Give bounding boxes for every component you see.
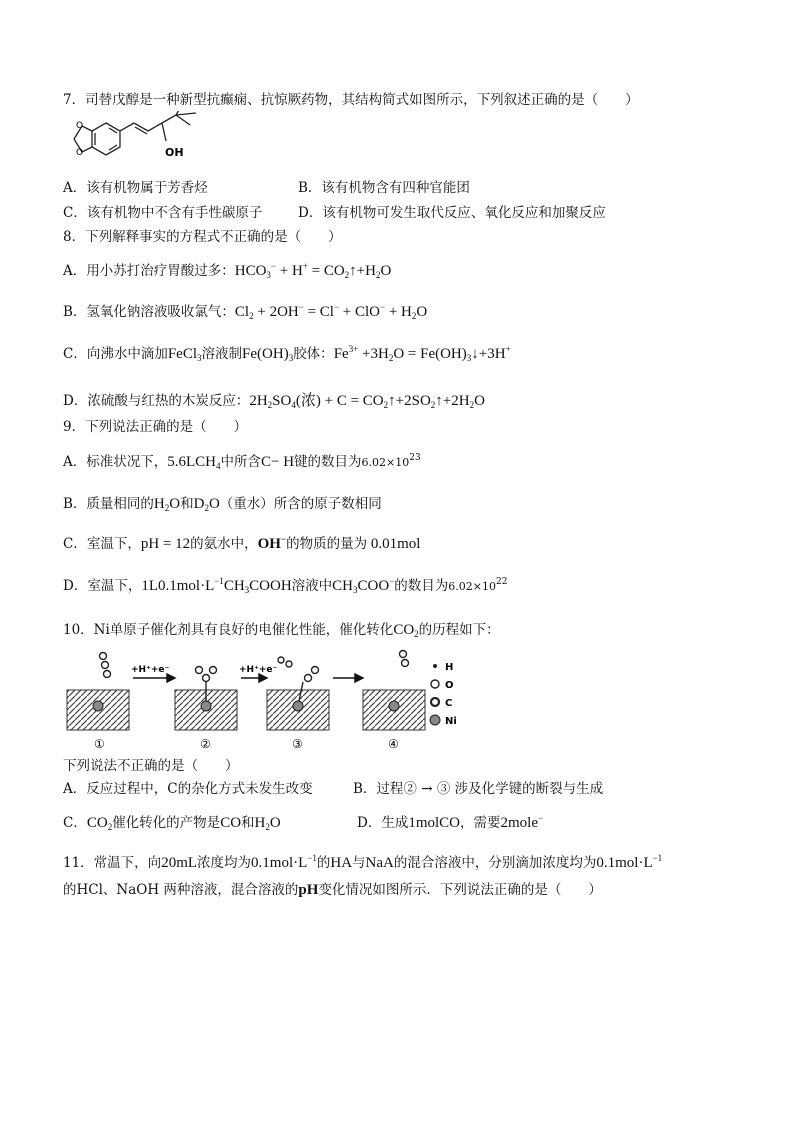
svg-text:O: O [76,121,84,131]
q10-option-a: A．反应过程中，C的杂化方式未发生改变 [63,781,313,797]
q8-option-b: B．氢氧化钠溶液吸收氯气：$Cl_2 + 2OH^- = Cl^- + ClO^- + H_2O$ [63,302,428,321]
q7-option-b: B．该有机物含有四种官能团 [298,180,470,196]
svg-text:O: O [76,148,84,158]
stage-2: ② [200,737,211,751]
arrow-label-1: +H⁺+e⁻ [131,665,170,675]
q8-option-d: D．浓硫酸与红热的木炭反应：$2H_2SO_4$(浓) + $C = CO_2↑+2SO_2↑+2H_2O$ [63,393,485,410]
arrow-label-2: +H⁺+e⁻ [239,665,278,675]
q9-option-a: A．标准状况下，$5.6LCH_4$中所含C− H键的数目为$6.02\times 10^{23}$ [63,453,421,471]
stage-4: ④ [388,737,399,751]
q10-question: 下列说法不正确的是（ ） [63,758,239,774]
q10-option-d: D．生成1molCO，需要2mole− [357,813,544,831]
q9-option-c: C．室温下，pH = 12的氨水中，OH−的物质的量为 0.01mol [63,534,421,552]
q9-option-d: D．室温下，$1L0.1mol\cdot L^{-1}CH_3COOH$溶液中$CH_3COO^-$的数目为$6.02\times 10^{22}$ [63,576,508,595]
legend-o: O [445,680,454,691]
q8-option-a: A．用小苏打治疗胃酸过多：$HCO_3^- + H^+$ = $CO_2↑+H_2O$ [63,261,392,280]
oh-label: OH [165,146,184,159]
q9-stem: 9．下列说法正确的是（ ） [63,419,248,435]
q8-stem: 8．下列解释事实的方程式不正确的是（ ） [63,229,342,245]
legend-c: C [445,698,453,709]
q7-option-a: A．该有机物属于芳香烃 [63,180,208,196]
q10-option-c: C．$CO_2$催化转化的产物是CO和$H_2O$ [63,815,281,832]
stage-1: ① [94,737,105,751]
q10-option-b: B．过程② → ③ 涉及化学键的断裂与生成 [353,781,604,797]
q9-option-b: B．质量相同的$H_2O$和$D_2O$（重水）所含的原子数相同 [63,496,382,513]
legend-h: H [445,662,454,673]
legend-ni: Ni [445,716,457,727]
q7-option-d: D．该有机物可发生取代反应、氧化反应和加聚反应 [298,205,606,221]
q11-line-2: 的HCl、NaOH 两种溶液，混合溶液的pH变化情况如图所示．下列说法正确的是（ ） [63,882,602,898]
catalysis-process-figure [63,648,478,754]
q7-stem: 7．司替戊醇是一种新型抗癫痫、抗惊厥药物，其结构简式如图所示，下列叙述正确的是（ ） [63,92,639,108]
q10-stem: 10．Ni单原子催化剂具有良好的电催化性能，催化转化$CO_2$的历程如下： [63,622,500,639]
q11-line-1: 11．常温下，向20mL浓度均为$0.1mol\cdot L^{-1}$的HA与NaA的混合溶液中，分别滴加浓度均为$0.1mol\cdot L^{-1}$ [63,853,663,871]
stage-3: ③ [292,737,303,751]
stiripentol-structure [64,111,214,173]
q8-option-c: C．向沸水中滴加FeCl$_3$溶液制$Fe(OH)_3$胶体：$Fe^{3+} +3H_2O$ = $Fe(OH)_3↓+3H^+$ [63,344,511,363]
q7-option-c: C．该有机物中不含有手性碳原子 [63,205,263,221]
